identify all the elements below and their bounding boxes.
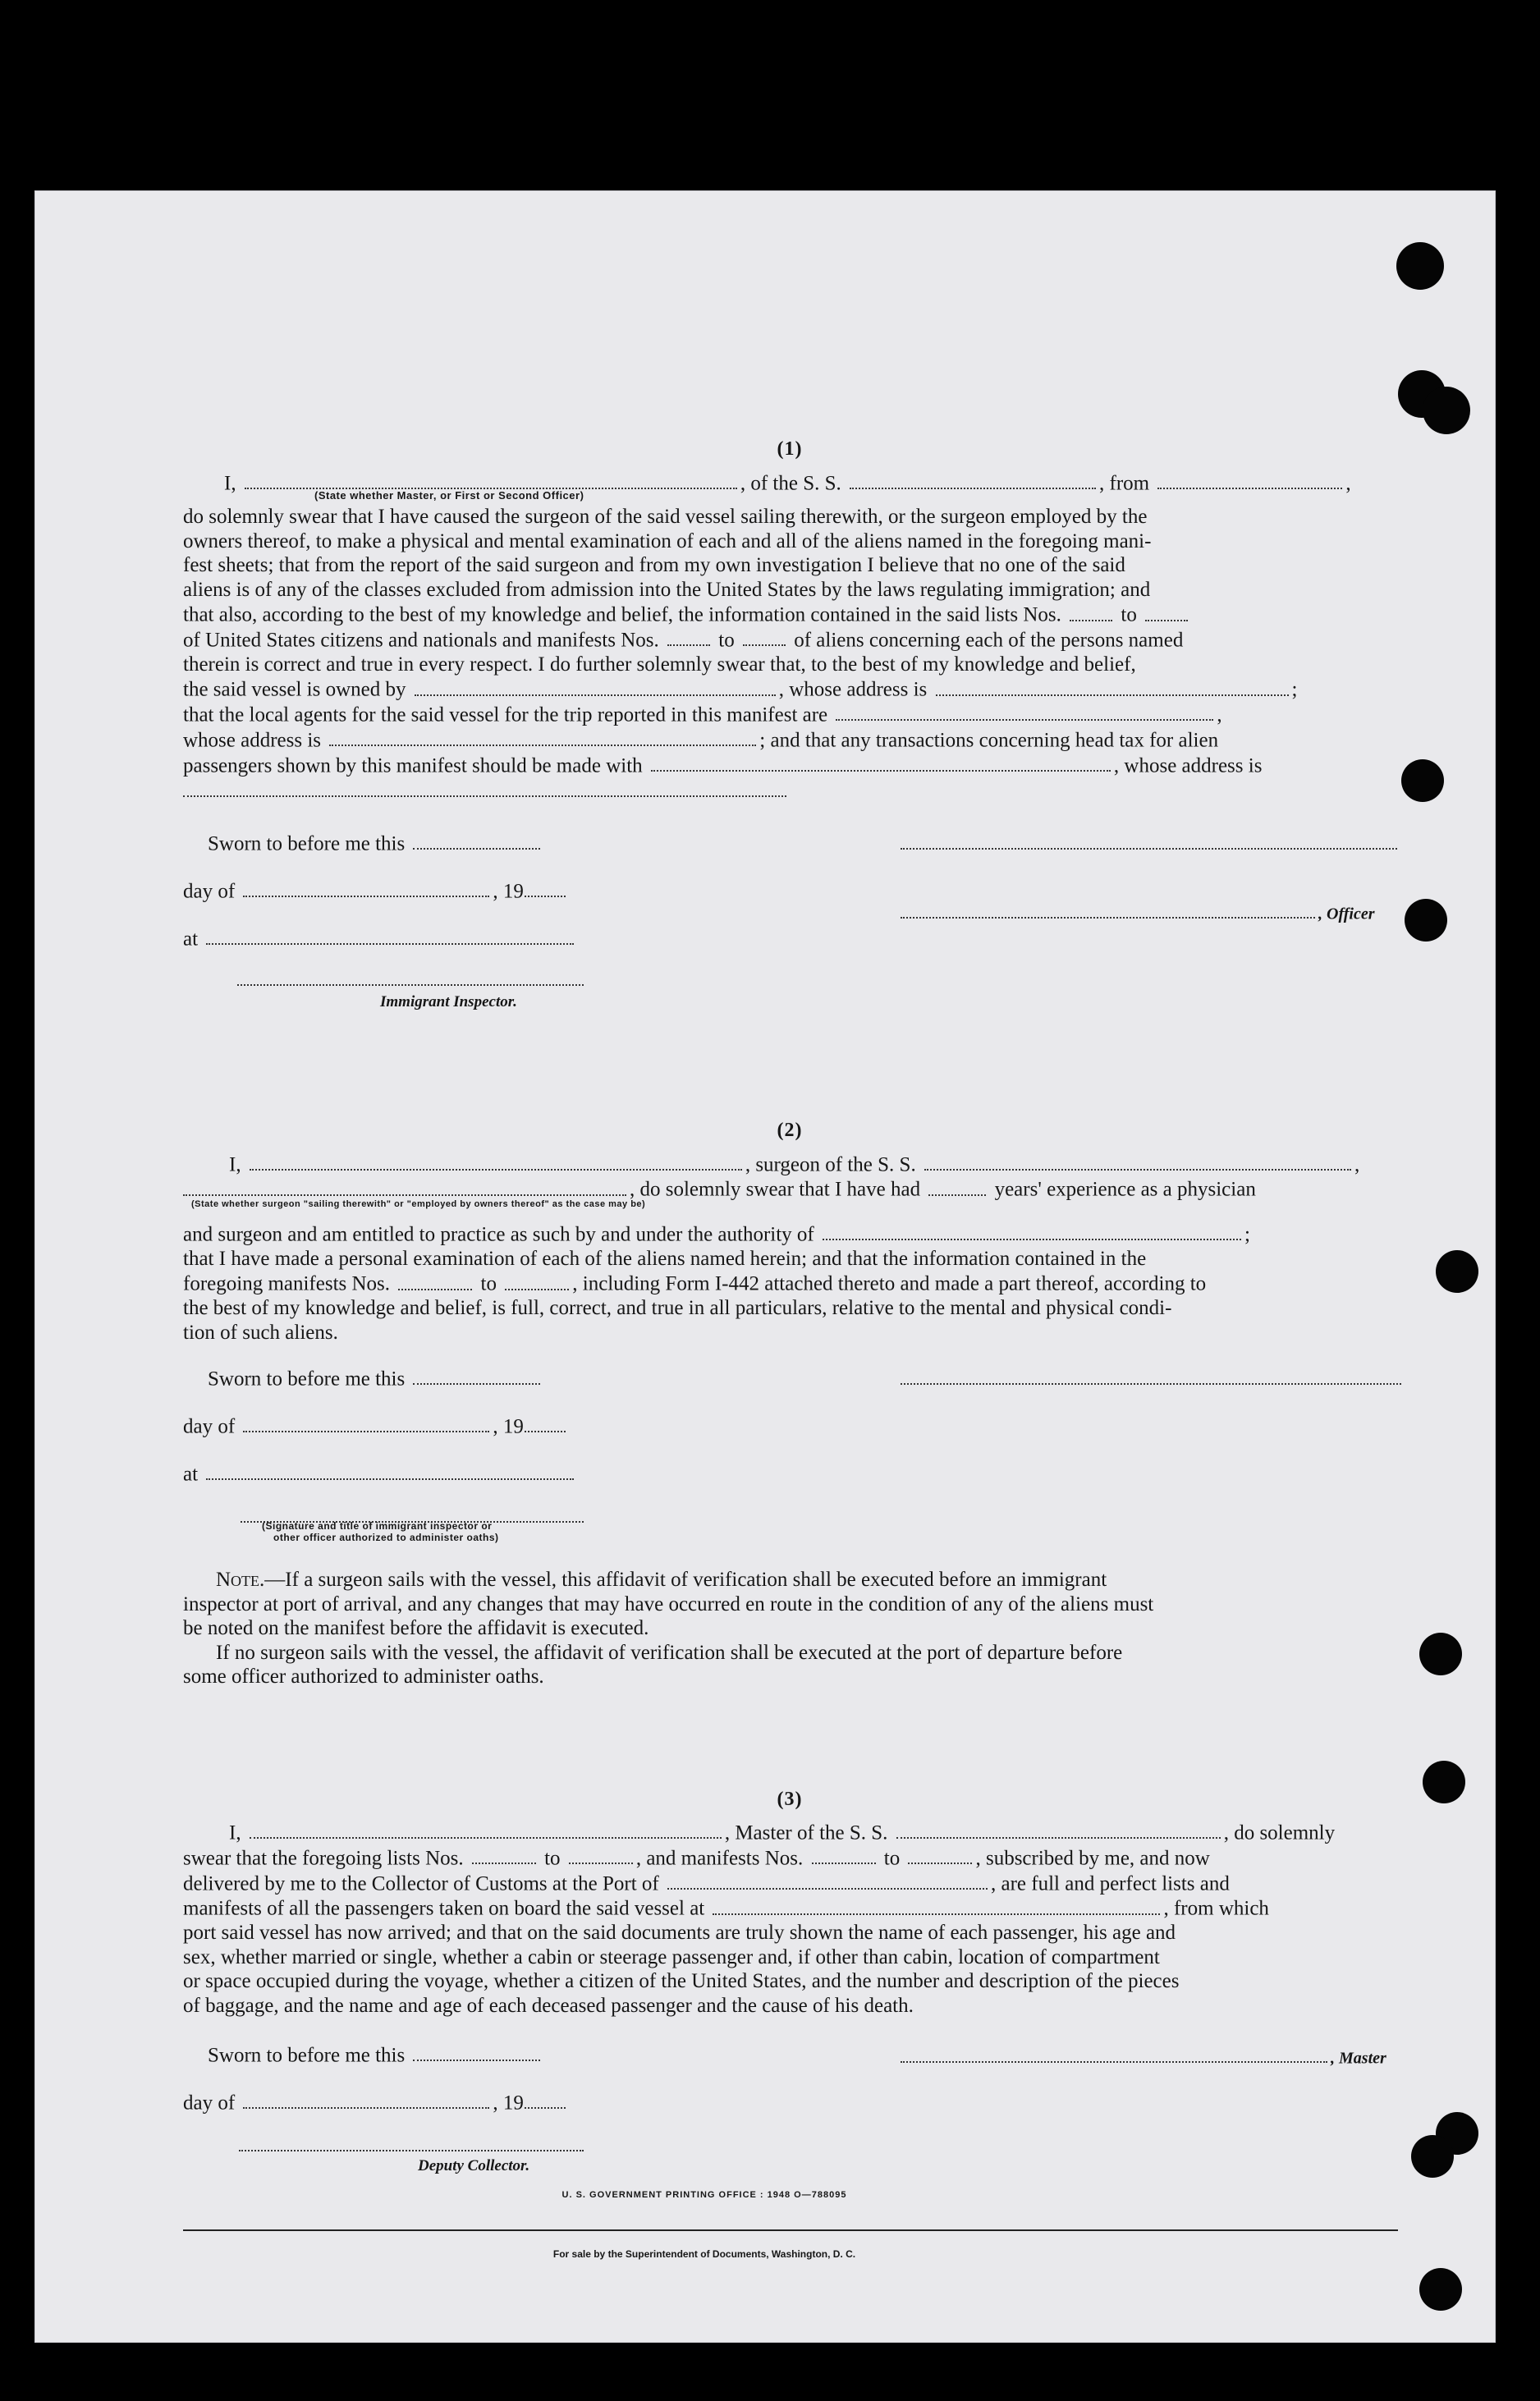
printing-office-line: U. S. GOVERNMENT PRINTING OFFICE : 1948 O—788095	[561, 2190, 847, 2200]
at-place-field[interactable]	[206, 926, 574, 945]
owner-address-field[interactable]	[936, 676, 1289, 695]
surgeon-ship-field[interactable]	[924, 1152, 1351, 1171]
footer-divider	[183, 2229, 1398, 2231]
manifests-to-field[interactable]	[743, 627, 786, 646]
authority-field[interactable]	[823, 1221, 1241, 1240]
year-field[interactable]	[525, 1414, 566, 1432]
agents-address-field[interactable]	[329, 727, 756, 746]
master-ship-field[interactable]	[896, 1820, 1221, 1839]
ship-name-field[interactable]	[850, 470, 1096, 489]
head-tax-party-field[interactable]	[651, 753, 1111, 772]
form-content	[183, 438, 1396, 2266]
punch-hole	[1419, 1633, 1462, 1675]
signature-note: (Signature and title of immigrant inspector or	[262, 1520, 493, 1532]
oath-text: do solemnly swear that I have caused the surgeon of the said vessel sailing therewith, or the surgeon employed by the owners thereof, to make a physical and mental examination of each and all of the aliens named in the foregoing mani- fest sheets; that from the report of the said surgeon and from my own investigation I believe that no one of the said aliens is of any of the classes excluded from admission into the United States by the laws regulating immigration; and that also, according to the best of my knowledge and belief, the information contained in the said lists Nos. to of United States citizens and nationals and manifests Nos. to of aliens concerning each of the persons named therein is correct and true in every respect. I do further solemnly swear that, to the best of my knowledge and belief, the said vessel is owned by , whose address is ; that the local agents for the said vessel for the trip reported in this manifest are , whose address is ; and that any transactions concerning head tax for alien passengers shown by this manifest should be made with , whose address is	[183, 505, 1396, 803]
officer-name-field[interactable]	[245, 470, 737, 489]
signature-note: other officer authorized to administer oaths)	[273, 1532, 499, 1543]
year-field[interactable]	[525, 878, 566, 897]
field-note: (State whether Master, or First or Second Officer)	[314, 489, 584, 502]
surgeon-note: Note.—If a surgeon sails with the vessel, this affidavit of verification shall be executed before an immigrant inspector at port of arrival, and any changes that may have occurred en route in the condition of any of the aliens must be noted on the manifest before the affidavit is executed. If no surgeon sails with the vessel, the affidavit of verification shall be executed at the port of departure before some officer authorized to administer oaths.	[183, 1569, 1154, 1688]
punch-hole	[1401, 759, 1444, 802]
inspector-label: Immigrant Inspector.	[380, 993, 517, 1010]
inspector-signature-field[interactable]	[237, 967, 584, 986]
manifests-from-field[interactable]	[667, 627, 710, 646]
day-of-field[interactable]	[243, 1414, 489, 1432]
note-label: Note.	[216, 1569, 265, 1591]
officer-line: I, , of the S. S. , from ,	[183, 470, 1396, 496]
from-port-field[interactable]	[1157, 470, 1342, 489]
years-experience-field[interactable]	[928, 1176, 986, 1195]
day-of-field[interactable]	[243, 2090, 489, 2109]
at-place-field[interactable]	[206, 1461, 574, 1480]
surgeon-oath-text: and surgeon and am entitled to practice as such by and under the authority of ; that I have made a personal examination of each of the aliens named herein; and that the information contained in the foregoing manifests Nos. to , including Form I-442 attached thereto and made a part thereof, according to the best of my knowledge and belief, is full, correct, and true in all particulars, relative to the mental and physical condi- tion of such aliens.	[183, 1221, 1396, 1345]
punch-hole	[1436, 1250, 1478, 1293]
field-note: (State whether surgeon "sailing therewith" or "employed by owners thereof" as the case may be)	[191, 1199, 646, 1209]
punch-hole	[1411, 2135, 1454, 2178]
punch-hole	[1396, 242, 1444, 290]
surgeon-name-field[interactable]	[250, 1152, 742, 1171]
master-manifests-from-field[interactable]	[812, 1845, 876, 1864]
sworn-date-field[interactable]	[413, 831, 540, 850]
master-name-field[interactable]	[250, 1820, 722, 1839]
sworn-date-field[interactable]	[413, 1366, 540, 1385]
punch-hole	[1419, 2268, 1462, 2311]
master-lists-from-field[interactable]	[472, 1845, 536, 1864]
day-of-field[interactable]	[243, 878, 489, 897]
section-number: (2)	[777, 1120, 803, 1141]
master-signature-field[interactable]	[901, 2044, 1327, 2063]
embarkation-port-field[interactable]	[713, 1895, 1160, 1914]
deputy-label: Deputy Collector.	[418, 2157, 530, 2174]
officer-signature-field[interactable]	[901, 831, 1397, 850]
punch-hole	[1405, 899, 1447, 942]
form-page	[34, 190, 1496, 2343]
section-number: (1)	[777, 438, 803, 460]
section-number: (3)	[777, 1788, 803, 1810]
officer-title-field[interactable]	[901, 900, 1315, 919]
signature-block-1: Sworn to before me this day of , 19 , Officer at Immigrant Inspector.	[183, 822, 1396, 1028]
signature-block-2: Sworn to before me this day of , 19 at (Signature and title of immigrant inspector or other officer authorized to administer oaths)	[183, 1359, 1396, 1565]
deputy-signature-field[interactable]	[239, 2133, 584, 2151]
sworn-date-field[interactable]	[413, 2042, 540, 2061]
master-oath-text: swear that the foregoing lists Nos. to , and manifests Nos. to , subscribed by me, and now delivered by me to the Collector of Customs at the Port of , are full and perfect lists and manifests of all the passengers taken on board the said vessel at , from which port said vessel has now arrived; and that on the said documents are truly shown the name of each passenger, his age and sex, whether married or single, whether a cabin or steerage passenger and, if other than cabin, location of compartment or space occupied during the voyage, whether a citizen of the United States, and the number and description of the pieces of baggage, and the name and age of each deceased passenger and the cause of his death.	[183, 1845, 1396, 2018]
surgeon-manifests-to-field[interactable]	[505, 1271, 569, 1290]
section-1	[183, 438, 1396, 1029]
section-3: (3) I, , Master of the S. S. , do solemnly swear that the foregoing lists Nos. to , and manifests Nos. to , subscribed by me, and now delivered by me to the Collector of Customs at the Port of , are full and perfect lists and manifests of all the passengers taken on board the said vessel at , from which port said vessel has now arrived; and that on the said documents are truly shown the name of each passenger, his age and sex, whether married or single, whether a cabin or steerage passenger and, if other than cabin, location of compartment or space occupied during the voyage, whether a citizen of the United States, and the number and description of the pieces of baggage, and the name and age of each deceased passenger and the cause of his death. Sworn to before me this , Master day of , 19 Deputy Collector.	[183, 1788, 1396, 2176]
owner-field[interactable]	[415, 676, 776, 695]
lists-from-field[interactable]	[1070, 602, 1112, 621]
signature-block-3: Sworn to before me this , Master day of , 19 Deputy Collector.	[183, 2036, 1396, 2175]
port-of-customs-field[interactable]	[667, 1871, 988, 1890]
master-lists-to-field[interactable]	[569, 1845, 633, 1864]
surgeon-manifests-from-field[interactable]	[398, 1271, 472, 1290]
head-tax-address-field[interactable]	[183, 777, 786, 796]
for-sale-line: For sale by the Superintendent of Documents, Washington, D. C.	[552, 2248, 856, 2260]
punch-hole	[1423, 1761, 1465, 1803]
year-field[interactable]	[525, 2090, 566, 2109]
surgeon-status-field[interactable]	[183, 1176, 626, 1195]
punch-hole	[1423, 387, 1470, 434]
lists-to-field[interactable]	[1145, 602, 1188, 621]
surgeon-signature-field[interactable]	[901, 1366, 1401, 1385]
master-manifests-to-field[interactable]	[908, 1845, 972, 1864]
section-2: (2) I, , surgeon of the S. S. , , do solemnly swear that I have had years' experience as a physician (State whether surgeon "sailing therewith" or "employed by owners thereof" as the case may be) and surgeon and am entitled to practice as such by and under the authority of ; that I have made a personal examination of each of the aliens named herein; and that the information contained in the foregoing manifests Nos. to , including Form I-442 attached thereto and made a part thereof, according to the best of my knowledge and belief, is full, correct, and true in all particulars, relative to the mental and physical condi- tion of such aliens. Sworn to before me this day of , 19 at (Signature and title of immigrant inspector or other officer authorized to administer oaths) Note.—If a surgeon sails with the vessel, this affidavit of verification shall be executed before an immigrant inspector at port of arrival, and any changes that may have occurred en route in the condition of any of the aliens must be noted on the manifest before the affidavit is executed. If no surgeon sails with the vessel, the affidavit of verification shall be executed at the port of departure before some officer authorized to administer oaths.	[183, 1119, 1396, 1689]
agents-field[interactable]	[836, 702, 1213, 721]
